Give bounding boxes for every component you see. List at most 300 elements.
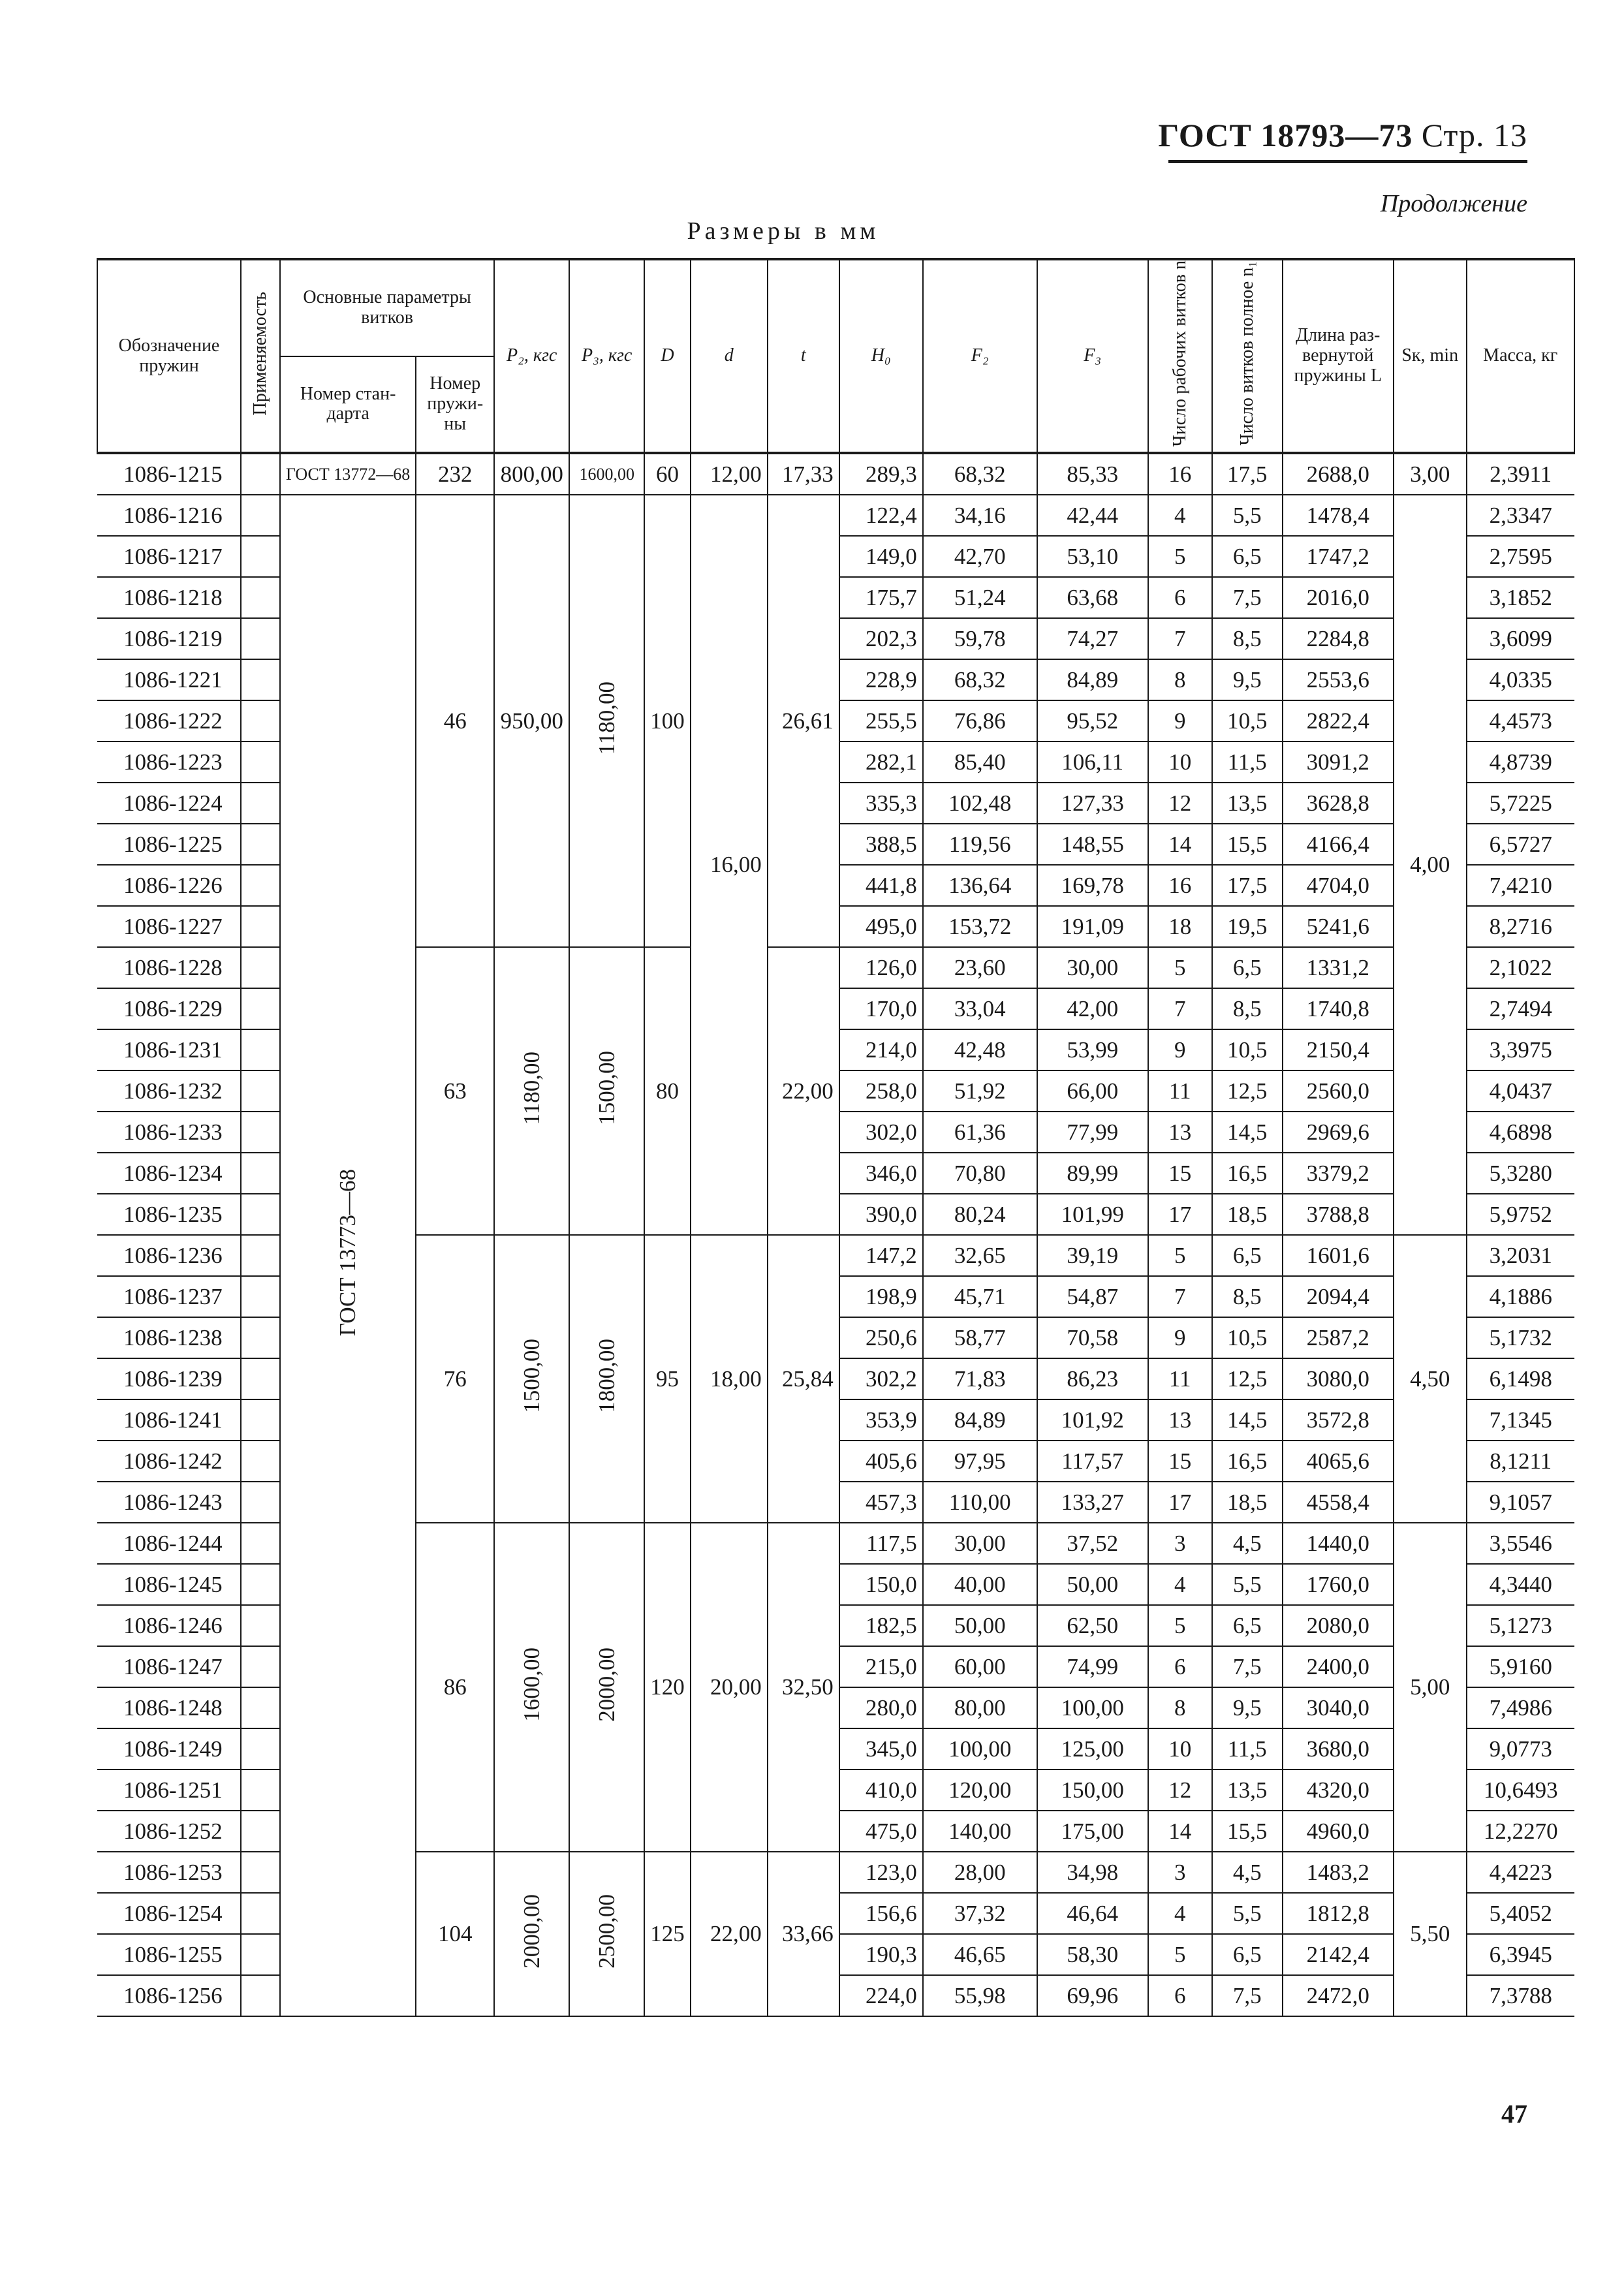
deflection-f2: 46,65: [923, 1934, 1037, 1975]
deflection-f2: 59,78: [923, 618, 1037, 659]
total-coils: 18,5: [1212, 1194, 1283, 1235]
deflection-f3: 84,89: [1037, 659, 1148, 700]
deflection-f2: 30,00: [923, 1523, 1037, 1564]
deflection-f2: 71,83: [923, 1358, 1037, 1399]
applicability-cell: [241, 1153, 280, 1194]
page-number: 47: [1501, 2099, 1527, 2129]
working-coils: 6: [1148, 1646, 1212, 1687]
sk-min: 4,00: [1394, 495, 1467, 1235]
working-coils: 6: [1148, 1975, 1212, 2016]
deflection-f3: 74,99: [1037, 1646, 1148, 1687]
total-coils: 8,5: [1212, 988, 1283, 1029]
col-std-number: Номер стан-дарта: [280, 356, 416, 454]
spring-code: 1086-1222: [97, 700, 241, 741]
total-coils: 9,5: [1212, 1687, 1283, 1728]
deflection-f3: 106,11: [1037, 741, 1148, 783]
working-coils: 12: [1148, 783, 1212, 824]
deflection-f2: 61,36: [923, 1112, 1037, 1153]
spring-mass: 4,6898: [1467, 1112, 1574, 1153]
spring-mass: 9,0773: [1467, 1728, 1574, 1770]
developed-length: 1740,8: [1283, 988, 1394, 1029]
applicability-cell: [241, 1194, 280, 1235]
total-coils: 10,5: [1212, 1029, 1283, 1070]
pitch-t: 17,33: [768, 453, 839, 495]
deflection-f3: 191,09: [1037, 906, 1148, 947]
col-d-outer: D: [644, 259, 691, 453]
applicability-cell: [241, 1852, 280, 1893]
working-coils: 10: [1148, 1728, 1212, 1770]
working-coils: 10: [1148, 741, 1212, 783]
force-p3: [569, 495, 644, 947]
free-height: 345,0: [839, 1728, 923, 1770]
wire-diameter: 16,00: [691, 495, 768, 1235]
working-coils: 6: [1148, 577, 1212, 618]
applicability-cell: [241, 536, 280, 577]
deflection-f2: 140,00: [923, 1811, 1037, 1852]
deflection-f2: 60,00: [923, 1646, 1037, 1687]
spring-mass: 5,3280: [1467, 1153, 1574, 1194]
developed-length: 2560,0: [1283, 1070, 1394, 1112]
spring-mass: 6,5727: [1467, 824, 1574, 865]
deflection-f3: 150,00: [1037, 1770, 1148, 1811]
working-coils: 16: [1148, 865, 1212, 906]
deflection-f3: 95,52: [1037, 700, 1148, 741]
table-row: [97, 495, 1574, 536]
working-coils: 13: [1148, 1399, 1212, 1441]
spring-code: 1086-1219: [97, 618, 241, 659]
applicability-cell: [241, 1605, 280, 1646]
table-row: [97, 453, 1574, 495]
deflection-f3: 85,33: [1037, 453, 1148, 495]
working-coils: 14: [1148, 824, 1212, 865]
applicability-cell: [241, 1441, 280, 1482]
deflection-f3: 101,92: [1037, 1399, 1148, 1441]
deflection-f2: 42,70: [923, 536, 1037, 577]
spring-mass: 5,9160: [1467, 1646, 1574, 1687]
spring-mass: 7,3788: [1467, 1975, 1574, 2016]
force-p2: 950,00: [494, 495, 569, 947]
spring-mass: 4,3440: [1467, 1564, 1574, 1605]
total-coils: 9,5: [1212, 659, 1283, 700]
deflection-f3: 148,55: [1037, 824, 1148, 865]
total-coils: 16,5: [1212, 1441, 1283, 1482]
free-height: 255,5: [839, 700, 923, 741]
deflection-f3: 117,57: [1037, 1441, 1148, 1482]
total-coils: 15,5: [1212, 824, 1283, 865]
pitch-t: 25,84: [768, 1235, 839, 1523]
free-height: 198,9: [839, 1276, 923, 1317]
deflection-f2: 100,00: [923, 1728, 1037, 1770]
free-height: 117,5: [839, 1523, 923, 1564]
spring-code: 1086-1253: [97, 1852, 241, 1893]
spring-number: 63: [416, 947, 494, 1235]
free-height: 202,3: [839, 618, 923, 659]
spring-mass: 7,4210: [1467, 865, 1574, 906]
deflection-f2: 28,00: [923, 1852, 1037, 1893]
deflection-f3: 42,44: [1037, 495, 1148, 536]
outer-diameter: 60: [644, 453, 691, 495]
spring-mass: 5,1732: [1467, 1317, 1574, 1358]
force-p3-text: 1800,00: [593, 1339, 619, 1414]
total-coils: 16,5: [1212, 1153, 1283, 1194]
spring-mass: 3,5546: [1467, 1523, 1574, 1564]
applicability-cell: [241, 1934, 280, 1975]
applicability-cell: [241, 1564, 280, 1605]
continuation-note: Продолжение: [1380, 190, 1527, 217]
total-coils: 17,5: [1212, 453, 1283, 495]
col-mass: Масса, кг: [1467, 259, 1574, 453]
spring-code: 1086-1225: [97, 824, 241, 865]
developed-length: 2284,8: [1283, 618, 1394, 659]
spring-mass: 2,3347: [1467, 495, 1574, 536]
spring-code: 1086-1255: [97, 1934, 241, 1975]
free-height: 149,0: [839, 536, 923, 577]
total-coils: 12,5: [1212, 1070, 1283, 1112]
col-n: Число рабочих витков n: [1148, 259, 1212, 453]
working-coils: 12: [1148, 1770, 1212, 1811]
spring-code: 1086-1238: [97, 1317, 241, 1358]
developed-length: 3040,0: [1283, 1687, 1394, 1728]
wire-diameter: 18,00: [691, 1235, 768, 1523]
col-t: t: [768, 259, 839, 453]
applicability-cell: [241, 1235, 280, 1276]
working-coils: 9: [1148, 700, 1212, 741]
applicability-cell: [241, 1358, 280, 1399]
developed-length: 1440,0: [1283, 1523, 1394, 1564]
outer-diameter: 125: [644, 1852, 691, 2016]
free-height: 289,3: [839, 453, 923, 495]
spring-mass: 12,2270: [1467, 1811, 1574, 1852]
total-coils: 7,5: [1212, 1975, 1283, 2016]
spring-mass: 2,3911: [1467, 453, 1574, 495]
total-coils: 4,5: [1212, 1852, 1283, 1893]
spring-code: 1086-1233: [97, 1112, 241, 1153]
spring-mass: 2,7494: [1467, 988, 1574, 1029]
spring-code: 1086-1218: [97, 577, 241, 618]
working-coils: 15: [1148, 1153, 1212, 1194]
spring-mass: 4,0437: [1467, 1070, 1574, 1112]
deflection-f2: 84,89: [923, 1399, 1037, 1441]
applicability-cell: [241, 1070, 280, 1112]
total-coils: 4,5: [1212, 1523, 1283, 1564]
deflection-f2: 68,32: [923, 453, 1037, 495]
deflection-f3: 101,99: [1037, 1194, 1148, 1235]
spring-mass: 4,0335: [1467, 659, 1574, 700]
applicability-cell: [241, 783, 280, 824]
working-coils: 11: [1148, 1358, 1212, 1399]
force-p2: [494, 1852, 569, 2016]
free-height: 214,0: [839, 1029, 923, 1070]
developed-length: 2553,6: [1283, 659, 1394, 700]
developed-length: 1747,2: [1283, 536, 1394, 577]
working-coils: 8: [1148, 1687, 1212, 1728]
spring-number: 232: [416, 453, 494, 495]
applicability-cell: [241, 1112, 280, 1153]
spring-code: 1086-1243: [97, 1482, 241, 1523]
applicability-cell: [241, 741, 280, 783]
deflection-f3: 89,99: [1037, 1153, 1148, 1194]
spring-code: 1086-1239: [97, 1358, 241, 1399]
total-coils: 10,5: [1212, 1317, 1283, 1358]
free-height: 282,1: [839, 741, 923, 783]
developed-length: 2150,4: [1283, 1029, 1394, 1070]
free-height: 346,0: [839, 1153, 923, 1194]
spring-number: 76: [416, 1235, 494, 1523]
developed-length: 3572,8: [1283, 1399, 1394, 1441]
col-p2: P₂, кгс: [494, 259, 569, 453]
total-coils: 14,5: [1212, 1399, 1283, 1441]
deflection-f3: 53,99: [1037, 1029, 1148, 1070]
spring-mass: 5,1273: [1467, 1605, 1574, 1646]
deflection-f3: 34,98: [1037, 1852, 1148, 1893]
working-coils: 4: [1148, 495, 1212, 536]
deflection-f2: 70,80: [923, 1153, 1037, 1194]
outer-diameter: 95: [644, 1235, 691, 1523]
spring-mass: 9,1057: [1467, 1482, 1574, 1523]
deflection-f2: 58,77: [923, 1317, 1037, 1358]
sk-min: 5,00: [1394, 1523, 1467, 1852]
spring-code: 1086-1247: [97, 1646, 241, 1687]
col-applicability: Применяемость: [241, 259, 280, 453]
force-p3: [569, 1523, 644, 1852]
spring-code: 1086-1234: [97, 1153, 241, 1194]
applicability-cell: [241, 865, 280, 906]
applicability-cell: [241, 906, 280, 947]
total-coils: 7,5: [1212, 577, 1283, 618]
applicability-cell: [241, 824, 280, 865]
spring-code: 1086-1245: [97, 1564, 241, 1605]
applicability-cell: [241, 1276, 280, 1317]
spring-number: 86: [416, 1523, 494, 1852]
document-header: [1149, 116, 1527, 154]
total-coils: 5,5: [1212, 495, 1283, 536]
units-caption: Размеры в мм: [687, 217, 880, 245]
free-height: 495,0: [839, 906, 923, 947]
col-spring-number: Номер пружи-ны: [416, 356, 494, 454]
applicability-cell: [241, 1317, 280, 1358]
spring-mass: 5,9752: [1467, 1194, 1574, 1235]
working-coils: 8: [1148, 659, 1212, 700]
spring-mass: 5,4052: [1467, 1893, 1574, 1934]
developed-length: 1601,6: [1283, 1235, 1394, 1276]
spring-mass: 7,1345: [1467, 1399, 1574, 1441]
total-coils: 12,5: [1212, 1358, 1283, 1399]
applicability-cell: [241, 988, 280, 1029]
spring-code: 1086-1231: [97, 1029, 241, 1070]
applicability-cell: [241, 453, 280, 495]
deflection-f3: 77,99: [1037, 1112, 1148, 1153]
col-n1: Число витков полное n₁: [1212, 259, 1283, 453]
total-coils: 6,5: [1212, 947, 1283, 988]
applicability-cell: [241, 700, 280, 741]
force-p2: [494, 1523, 569, 1852]
free-height: 123,0: [839, 1852, 923, 1893]
deflection-f3: 53,10: [1037, 536, 1148, 577]
deflection-f2: 37,32: [923, 1893, 1037, 1934]
total-coils: 15,5: [1212, 1811, 1283, 1852]
applicability-cell: [241, 1975, 280, 2016]
developed-length: 1478,4: [1283, 495, 1394, 536]
working-coils: 4: [1148, 1564, 1212, 1605]
spring-table: [97, 258, 1575, 2017]
applicability-cell: [241, 947, 280, 988]
applicability-cell: [241, 1728, 280, 1770]
developed-length: 5241,6: [1283, 906, 1394, 947]
deflection-f2: 32,65: [923, 1235, 1037, 1276]
sk-min: 3,00: [1394, 453, 1467, 495]
total-coils: 17,5: [1212, 865, 1283, 906]
applicability-cell: [241, 1811, 280, 1852]
spring-code: 1086-1228: [97, 947, 241, 988]
wire-diameter: 22,00: [691, 1852, 768, 2016]
developed-length: 2587,2: [1283, 1317, 1394, 1358]
deflection-f3: 42,00: [1037, 988, 1148, 1029]
working-coils: 17: [1148, 1482, 1212, 1523]
deflection-f2: 68,32: [923, 659, 1037, 700]
total-coils: 14,5: [1212, 1112, 1283, 1153]
spring-code: 1086-1232: [97, 1070, 241, 1112]
total-coils: 6,5: [1212, 1605, 1283, 1646]
spring-mass: 8,2716: [1467, 906, 1574, 947]
applicability-cell: [241, 1482, 280, 1523]
free-height: 175,7: [839, 577, 923, 618]
total-coils: 11,5: [1212, 741, 1283, 783]
sk-min: 4,50: [1394, 1235, 1467, 1523]
working-coils: 7: [1148, 618, 1212, 659]
working-coils: 14: [1148, 1811, 1212, 1852]
working-coils: 7: [1148, 1276, 1212, 1317]
applicability-cell: [241, 1893, 280, 1934]
deflection-f3: 39,19: [1037, 1235, 1148, 1276]
developed-length: 1812,8: [1283, 1893, 1394, 1934]
applicability-cell: [241, 659, 280, 700]
total-coils: 5,5: [1212, 1564, 1283, 1605]
applicability-cell: [241, 1523, 280, 1564]
working-coils: 5: [1148, 536, 1212, 577]
force-p2: 800,00: [494, 453, 569, 495]
total-coils: 8,5: [1212, 1276, 1283, 1317]
spring-mass: 8,1211: [1467, 1441, 1574, 1482]
total-coils: 8,5: [1212, 618, 1283, 659]
spring-mass: 4,4573: [1467, 700, 1574, 741]
spring-mass: 4,4223: [1467, 1852, 1574, 1893]
force-p3-text: 2500,00: [593, 1894, 619, 1969]
free-height: 457,3: [839, 1482, 923, 1523]
spring-code: 1086-1223: [97, 741, 241, 783]
free-height: 388,5: [839, 824, 923, 865]
total-coils: 6,5: [1212, 1235, 1283, 1276]
spring-code: 1086-1254: [97, 1893, 241, 1934]
free-height: 302,2: [839, 1358, 923, 1399]
deflection-f2: 97,95: [923, 1441, 1037, 1482]
spring-mass: 4,1886: [1467, 1276, 1574, 1317]
spring-mass: 3,2031: [1467, 1235, 1574, 1276]
working-coils: 5: [1148, 1605, 1212, 1646]
developed-length: 1483,2: [1283, 1852, 1394, 1893]
force-p2-text: 1500,00: [518, 1339, 544, 1414]
outer-diameter: 120: [644, 1523, 691, 1852]
col-f2: F₂: [923, 259, 1037, 453]
deflection-f2: 76,86: [923, 700, 1037, 741]
spring-code: 1086-1251: [97, 1770, 241, 1811]
deflection-f2: 85,40: [923, 741, 1037, 783]
force-p3: [569, 1235, 644, 1523]
force-p2-text: 1600,00: [518, 1647, 544, 1722]
spring-mass: 6,1498: [1467, 1358, 1574, 1399]
standard-number: [280, 495, 416, 2016]
working-coils: 15: [1148, 1441, 1212, 1482]
spring-mass: 7,4986: [1467, 1687, 1574, 1728]
standard-number-text: ГОСТ 13773—68: [335, 1169, 361, 1337]
free-height: 182,5: [839, 1605, 923, 1646]
col-designation: Обозначение пружин: [97, 259, 241, 453]
total-coils: 7,5: [1212, 1646, 1283, 1687]
header-row-1: [97, 259, 1574, 356]
pitch-t: 22,00: [768, 947, 839, 1235]
pitch-t: 26,61: [768, 495, 839, 947]
deflection-f2: 120,00: [923, 1770, 1037, 1811]
developed-length: 2400,0: [1283, 1646, 1394, 1687]
applicability-cell: [241, 1687, 280, 1728]
developed-length: 2472,0: [1283, 1975, 1394, 2016]
working-coils: 3: [1148, 1852, 1212, 1893]
free-height: 302,0: [839, 1112, 923, 1153]
working-coils: 7: [1148, 988, 1212, 1029]
spring-code: 1086-1229: [97, 988, 241, 1029]
force-p2-text: 1180,00: [518, 1052, 544, 1125]
spring-mass: 3,6099: [1467, 618, 1574, 659]
deflection-f2: 33,04: [923, 988, 1037, 1029]
deflection-f3: 63,68: [1037, 577, 1148, 618]
total-coils: 11,5: [1212, 1728, 1283, 1770]
deflection-f2: 40,00: [923, 1564, 1037, 1605]
deflection-f3: 133,27: [1037, 1482, 1148, 1523]
col-sk: Sк, min: [1394, 259, 1467, 453]
force-p3: 1600,00: [569, 453, 644, 495]
developed-length: 1760,0: [1283, 1564, 1394, 1605]
col-d-wire: d: [691, 259, 768, 453]
wire-diameter: 20,00: [691, 1523, 768, 1852]
developed-length: 3379,2: [1283, 1153, 1394, 1194]
spring-mass: 3,3975: [1467, 1029, 1574, 1070]
total-coils: 13,5: [1212, 783, 1283, 824]
force-p3-text: 1500,00: [593, 1051, 619, 1126]
total-coils: 6,5: [1212, 1934, 1283, 1975]
free-height: 335,3: [839, 783, 923, 824]
working-coils: 3: [1148, 1523, 1212, 1564]
wire-diameter: 12,00: [691, 453, 768, 495]
spring-mass: 3,1852: [1467, 577, 1574, 618]
total-coils: 13,5: [1212, 1770, 1283, 1811]
applicability-cell: [241, 618, 280, 659]
col-h0: H₀: [839, 259, 923, 453]
deflection-f3: 100,00: [1037, 1687, 1148, 1728]
developed-length: 4320,0: [1283, 1770, 1394, 1811]
deflection-f3: 50,00: [1037, 1564, 1148, 1605]
working-coils: 11: [1148, 1070, 1212, 1112]
free-height: 150,0: [839, 1564, 923, 1605]
developed-length: 3080,0: [1283, 1358, 1394, 1399]
applicability-cell: [241, 495, 280, 536]
free-height: 258,0: [839, 1070, 923, 1112]
deflection-f2: 136,64: [923, 865, 1037, 906]
col-p3: P₃, кгс: [569, 259, 644, 453]
working-coils: 13: [1148, 1112, 1212, 1153]
deflection-f3: 30,00: [1037, 947, 1148, 988]
table-body: [97, 453, 1574, 2016]
developed-length: 4166,4: [1283, 824, 1394, 865]
spring-code: 1086-1256: [97, 1975, 241, 2016]
